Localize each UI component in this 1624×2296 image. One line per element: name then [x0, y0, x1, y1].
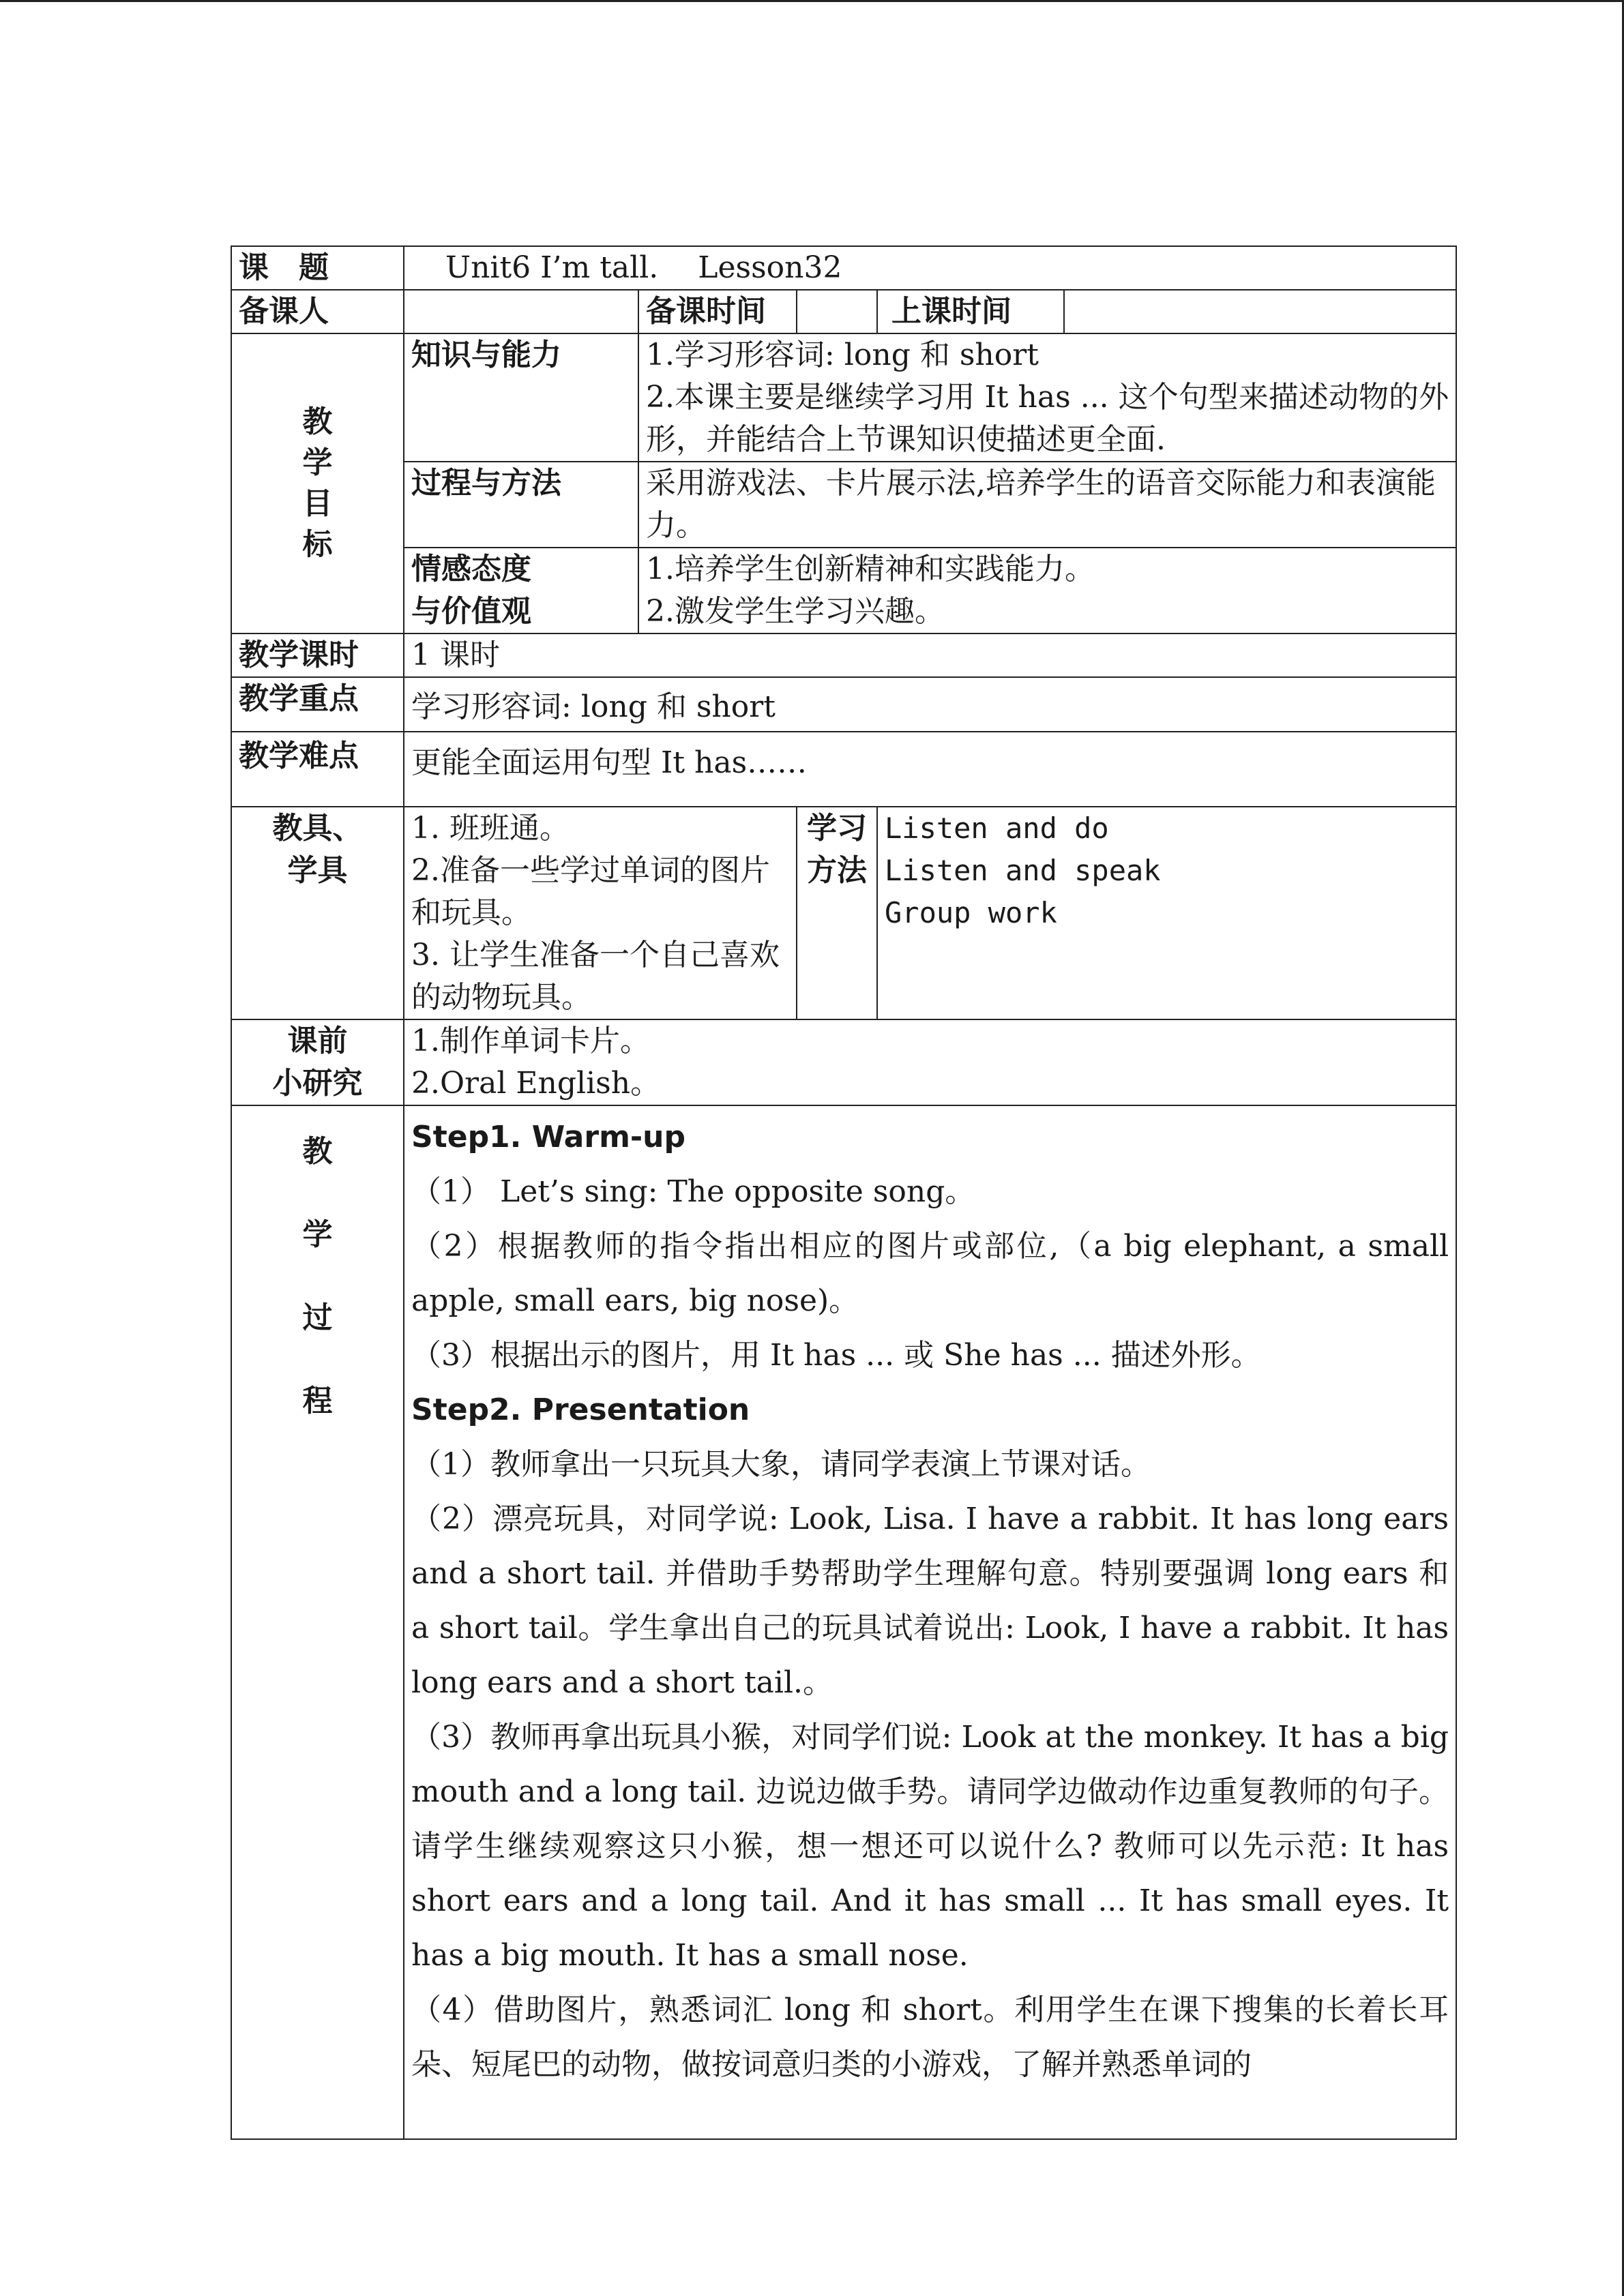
lesson-plan-table	[231, 245, 1457, 2140]
process-label-char: 学	[302, 1217, 333, 1252]
step1-item: （2）根据教师的指令指出相应的图片或部位,（a big elephant, a small apple, small ears, big nose)。	[411, 1229, 1449, 1318]
pre-study-text	[404, 1019, 1456, 1105]
preparer-value	[404, 290, 638, 333]
difficulty-label: 教学难点	[231, 732, 404, 807]
process-label-char: 过	[302, 1300, 333, 1335]
pre-study-label-line: 小研究	[272, 1066, 363, 1101]
tools-item: 3. 让学生准备一个自己喜欢的动物玩具。	[411, 938, 780, 1015]
step2-item: （4）借助图片，熟悉词汇 long 和 short。利用学生在课下搜集的长着长耳朵、短尾巴的动物，做按词意归类的小游戏，了解并熟悉单词的	[411, 1993, 1449, 2082]
difficulty-value: 更能全面运用句型 It has……	[404, 732, 1456, 807]
hours-row	[231, 633, 1456, 677]
knowledge-text	[638, 333, 1456, 462]
objectives-label-char: 标	[302, 527, 333, 562]
preparer-row	[231, 290, 1456, 333]
process-row	[231, 1105, 1456, 2139]
pre-study-label-line: 课前	[287, 1024, 348, 1058]
tools-label	[231, 807, 404, 1019]
objective-knowledge-row	[231, 333, 1456, 462]
class-time-value	[1064, 290, 1456, 333]
process-label-char: 程	[302, 1384, 333, 1418]
process-content	[404, 1105, 1456, 2139]
emotion-label-line: 与价值观	[411, 594, 531, 629]
step1-item: （3）根据出示的图片，用 It has ... 或 She has ... 描述外形。	[411, 1338, 1261, 1373]
step2-title: Step2. Presentation	[411, 1392, 750, 1427]
key-point-label: 教学重点	[231, 677, 404, 732]
objectives-label-char: 目	[302, 486, 333, 521]
emotion-text	[638, 548, 1456, 633]
tools-label-line: 教具、	[272, 811, 363, 846]
prep-time-label: 备课时间	[638, 290, 797, 333]
method-label-line: 方法	[807, 853, 867, 888]
pre-study-row	[231, 1019, 1456, 1105]
topic-row	[231, 246, 1456, 290]
topic-label: 课 题	[231, 246, 404, 290]
knowledge-label: 知识与能力	[404, 333, 638, 462]
knowledge-line: 1.学习形容词: long 和 short	[646, 338, 1039, 372]
objectives-label-char: 教	[302, 404, 333, 439]
emotion-line: 1.培养学生创新精神和实践能力。	[646, 552, 1095, 586]
topic-value: Unit6 I’m tall. Lesson32	[404, 246, 1456, 290]
tools-row	[231, 807, 1456, 1019]
preparer-label: 备课人	[231, 290, 404, 333]
step1-item: （1） Let’s sing: The opposite song。	[411, 1174, 975, 1209]
objective-process-row	[231, 462, 1456, 548]
objective-emotion-row	[231, 548, 1456, 633]
tools-label-line: 学具	[287, 853, 348, 888]
key-point-row	[231, 677, 1456, 732]
emotion-label	[404, 548, 638, 633]
prep-time-value	[797, 290, 877, 333]
hours-value: 1 课时	[404, 633, 1456, 677]
pre-study-line: 2.Oral English。	[411, 1066, 661, 1101]
process-method-text: 采用游戏法、卡片展示法,培养学生的语音交际能力和表演能力。	[638, 462, 1456, 548]
tools-item: 2.准备一些学过单词的图片和玩具。	[411, 853, 770, 930]
step2-item: （2）漂亮玩具，对同学说: Look, Lisa. I have a rabbit. It has long ears and a short tail. 并借助手势帮助学生理解句意。特别要强调 long ears 和 a short tail。学生拿出自己的玩具试着说出: Look, I have a rabbit. It has long ears and a short tail.。	[411, 1502, 1449, 1700]
page-top-border	[0, 0, 1624, 2]
step1-title: Step1. Warm-up	[411, 1120, 685, 1154]
class-time-label: 上课时间	[877, 290, 1064, 333]
method-item: Listen and do	[885, 811, 1109, 845]
tools-item: 1. 班班通。	[411, 811, 570, 846]
pre-study-line: 1.制作单词卡片。	[411, 1024, 650, 1058]
objectives-label	[231, 333, 404, 633]
difficulty-row	[231, 732, 1456, 807]
hours-label: 教学课时	[231, 633, 404, 677]
key-point-value: 学习形容词: long 和 short	[404, 677, 1456, 732]
process-method-label: 过程与方法	[404, 462, 638, 548]
process-label	[231, 1105, 404, 2139]
method-item: Group work	[885, 896, 1057, 929]
step2-item: （3）教师再拿出玩具小猴，对同学们说: Look at the monkey. It has a big mouth and a long tail. 边说边做手势。请同学边做动作边重复教师的句子。请学生继续观察这只小猴，想一想还可以说什么? 教师可以先示范: It has short ears and a long tail. And it has small ... It has small eyes. It has a big mouth. It has a small nose.	[411, 1720, 1449, 1973]
tools-list	[404, 807, 797, 1019]
process-label-char: 教	[302, 1134, 333, 1169]
pre-study-label	[231, 1019, 404, 1105]
step2-item: （1）教师拿出一只玩具大象，请同学表演上节课对话。	[411, 1447, 1151, 1482]
method-list	[877, 807, 1456, 1019]
method-label-line: 学习	[807, 811, 867, 846]
method-item: Listen and speak	[885, 854, 1161, 887]
emotion-line: 2.激发学生学习兴趣。	[646, 594, 945, 629]
knowledge-line: 2.本课主要是继续学习用 It has ... 这个句型来描述动物的外形，并能结合上节课知识使描述更全面.	[646, 380, 1449, 457]
emotion-label-line: 情感态度	[411, 552, 531, 586]
method-label	[797, 807, 877, 1019]
objectives-label-char: 学	[302, 445, 333, 480]
